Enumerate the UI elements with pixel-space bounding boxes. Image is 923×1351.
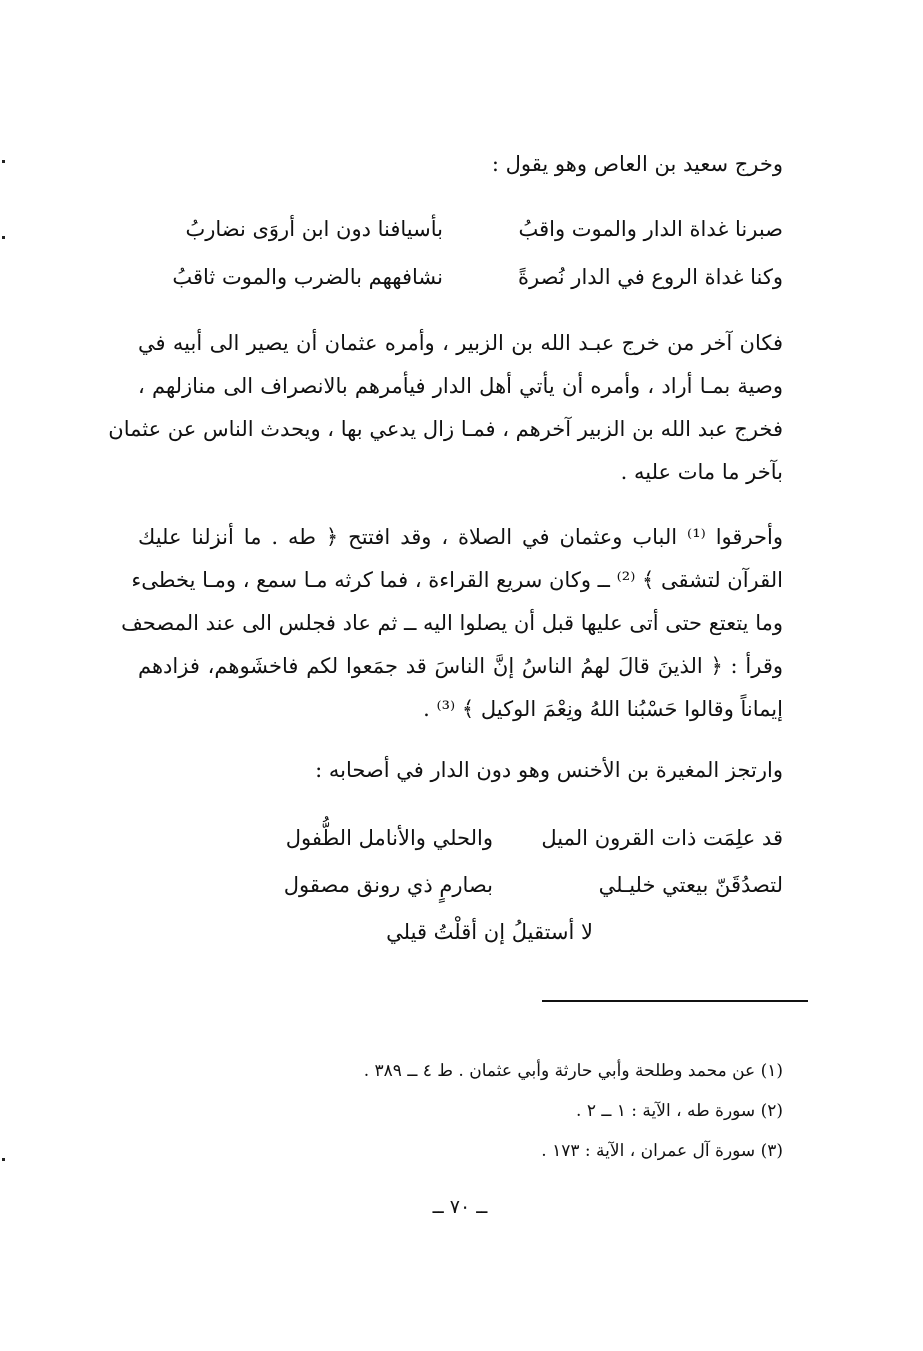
paragraph-1-line: فخرج عبد الله بن الزبير آخرهم ، فمـا زال يدعي بها ، ويحدث الناس عن عثمان: [108, 417, 783, 441]
intro-line-1: وخرج سعيد بن العاص وهو يقول :: [491, 152, 783, 176]
page-number: ــ ٧٠ ــ: [432, 1196, 488, 1218]
scan-mark: [2, 1158, 5, 1161]
rajaz-line-2-first: لتصدُقَنّ بيعتي خليـلي: [598, 873, 783, 897]
rajaz-line-1-first: قد علِمَت ذات القرون الميل: [541, 826, 783, 850]
scan-mark: [2, 236, 5, 239]
footnote-separator: [542, 1000, 808, 1002]
footnote-1: (١) عن محمد وطلحة وأبي حارثة وأبي عثمان . ط ٤ ــ ٣٨٩ .: [363, 1061, 783, 1081]
verse-2-second-hemistich: نشافههم بالضرب والموت ثاقبُ: [172, 265, 443, 289]
paragraph-1-line: بآخر ما مات عليه .: [620, 460, 783, 484]
rajaz-line-3-first: لا أستقيلُ إن أقلْتُ قيلي: [386, 920, 593, 944]
footnote-3: (٣) سورة آل عمران ، الآية : ١٧٣ .: [541, 1141, 783, 1161]
footnote-2: (٢) سورة طه ، الآية : ١ ــ ٢ .: [576, 1101, 783, 1121]
paragraph-2-line: وما يتعتع حتى أتى عليها قبل أن يصلوا اليه ــ ثم عاد فجلس الى عند المصحف: [121, 611, 783, 635]
paragraph-1-line: فكان آخر من خرج عبـد الله بن الزبير ، وأمره عثمان أن يصير الى أبيه في: [138, 331, 783, 355]
paragraph-2-line: وقرأ : ﴿ الذينَ قالَ لهمُ الناسُ إنَّ الناسَ قد جمَعوا لكم فاخشَوهم، فزادهم: [138, 654, 783, 678]
verse-1-first-hemistich: صبرنا غداة الدار والموت واقبُ: [518, 217, 783, 241]
verse-2-first-hemistich: وكنا غداة الروع في الدار نُصرةً: [517, 265, 783, 289]
verse-1-second-hemistich: بأسيافنا دون ابن أروَى نضاربُ: [185, 217, 443, 241]
scan-mark: [2, 160, 5, 163]
paragraph-2-line: وأحرقوا ⁽¹⁾ الباب وعثمان في الصلاة ، وقد افتتح ﴿ طه . ما أنزلنا عليك: [138, 525, 783, 549]
paragraph-2-line: إيماناً وقالوا حَسْبُنا اللهُ ونِعْمَ الوكيل ﴾ ⁽³⁾ .: [423, 697, 783, 721]
rajaz-line-1-second: والحلي والأنامل الطُّفول: [285, 826, 493, 850]
paragraph-1-line: وصية بمـا أراد ، وأمره أن يأتي أهل الدار فيأمرهم بالانصراف الى منازلهم ،: [138, 374, 783, 398]
paragraph-2-line: القرآن لتشقى ﴾ ⁽²⁾ ــ وكان سريع القراءة ، فما كرثه مـا سمع ، ومـا يخطىء: [131, 568, 783, 592]
rajaz-line-2-second: بصارمٍ ذي رونق مصقول: [283, 873, 493, 897]
intro-line-2: وارتجز المغيرة بن الأخنس وهو دون الدار في أصحابه :: [315, 758, 783, 782]
